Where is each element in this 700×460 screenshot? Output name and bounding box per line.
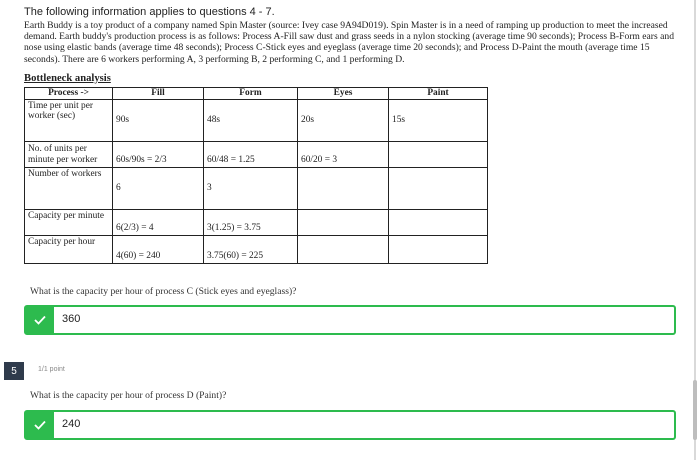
table-cell: 20s xyxy=(298,99,389,141)
question-intro xyxy=(24,6,684,65)
table-header: Fill xyxy=(113,88,204,100)
table-cell: 60/20 = 3 xyxy=(298,141,389,167)
table-cell xyxy=(389,167,488,209)
row-label: No. of units per minute per worker xyxy=(25,141,113,167)
table-cell: 60s/90s = 2/3 xyxy=(113,141,204,167)
scrollbar-thumb[interactable] xyxy=(693,380,697,440)
table-cell: 3.75(60) = 225 xyxy=(204,235,298,263)
table-cell xyxy=(389,235,488,263)
table-header-row xyxy=(25,88,488,100)
table-header: Paint xyxy=(389,88,488,100)
bottleneck-table xyxy=(24,87,488,264)
answer-option-correct[interactable] xyxy=(24,305,676,335)
table-cell xyxy=(298,167,389,209)
table-header: Process -> xyxy=(25,88,113,100)
table-cell xyxy=(389,141,488,167)
table-cell: 60/48 = 1.25 xyxy=(204,141,298,167)
table-cell: 90s xyxy=(113,99,204,141)
checkmark-icon xyxy=(26,412,54,438)
points-label: 1/1 point xyxy=(38,366,65,373)
table-cell: 3 xyxy=(204,167,298,209)
table-cell: 6 xyxy=(113,167,204,209)
row-label: Number of workers xyxy=(25,167,113,209)
table-cell xyxy=(298,209,389,235)
table-cell: 4(60) = 240 xyxy=(113,235,204,263)
table-cell xyxy=(389,209,488,235)
table-row xyxy=(25,141,488,167)
table-row xyxy=(25,235,488,263)
table-cell: 3(1.25) = 3.75 xyxy=(204,209,298,235)
table-row xyxy=(25,99,488,141)
question-text: What is the capacity per hour of process D (Paint)? xyxy=(30,390,227,401)
answer-value: 360 xyxy=(62,313,81,325)
question-text: What is the capacity per hour of process C (Stick eyes and eyeglass)? xyxy=(30,286,297,297)
section-heading: Bottleneck analysis xyxy=(24,73,111,84)
row-label: Capacity per minute xyxy=(25,209,113,235)
intro-title: The following information applies to questions 4 - 7. xyxy=(24,6,275,18)
table-cell xyxy=(298,235,389,263)
answer-value: 240 xyxy=(62,418,81,430)
row-label: Capacity per hour xyxy=(25,235,113,263)
table-row xyxy=(25,167,488,209)
question-number-badge: 5 xyxy=(4,362,24,380)
checkmark-icon xyxy=(26,307,54,333)
table-cell: 48s xyxy=(204,99,298,141)
answer-option-correct[interactable] xyxy=(24,410,676,440)
row-label: Time per unit per worker (sec) xyxy=(25,99,113,141)
table-cell: 6(2/3) = 4 xyxy=(113,209,204,235)
table-header: Eyes xyxy=(298,88,389,100)
intro-body: Earth Buddy is a toy product of a company named Spin Master (source: Ivey case 9A94D019). Spin Master is in a need of ramping up production to meet the increased demand. Earth buddy's production process is as follows: Process A-Fill saw dust and grass seeds in a nylon stocking (average time 90 seconds); Process B-Form ears and nose using elastic bands (average time 48 seconds); Process C-Stick eyes and eyeglass (average time 20 seconds); and Process D-Paint the mouth (average time 15 seconds). There are 6 workers performing A, 3 performing B, 2 performing C, and 1 performing D. xyxy=(24,20,674,65)
table-cell: 15s xyxy=(389,99,488,141)
table-row xyxy=(25,209,488,235)
table-header: Form xyxy=(204,88,298,100)
